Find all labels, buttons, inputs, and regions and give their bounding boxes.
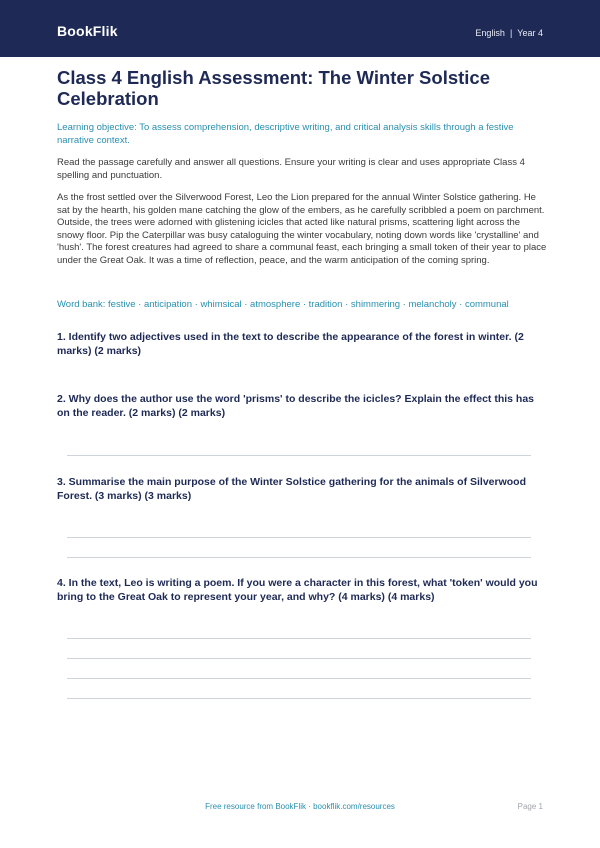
site-header: [0, 0, 600, 57]
answer-line[interactable]: [67, 638, 531, 639]
answer-line[interactable]: [67, 537, 531, 538]
year-label: Year 4: [517, 28, 543, 38]
learning-objective: Learning objective: To assess comprehension, descriptive writing, and critical analysis skills through a festive narrative context.: [57, 122, 514, 146]
answer-line[interactable]: [67, 658, 531, 659]
question-3: 3. Summarise the main purpose of the Winter Solstice gathering for the animals of Silverwood Forest. (3 marks) (3 marks): [57, 476, 526, 502]
footer-resource-link[interactable]: Free resource from BookFlik · bookflik.com/resources: [205, 802, 395, 811]
meta-separator: |: [509, 28, 513, 38]
subject-label: English: [475, 28, 505, 38]
question-1: 1. Identify two adjectives used in the text to describe the appearance of the forest in winter. (2 marks) (2 marks): [57, 331, 524, 357]
question-2: 2. Why does the author use the word 'prisms' to describe the icicles? Explain the effect this has on the reader. (2 marks) (2 marks): [57, 393, 535, 419]
word-bank: Word bank: festive · anticipation · whimsical · atmosphere · tradition · shimmering · melancholy · communal: [57, 299, 509, 310]
header-meta: [475, 28, 543, 38]
page-number: Page 1: [517, 802, 543, 811]
answer-line[interactable]: [67, 557, 531, 558]
page-title: Class 4 English Assessment: The Winter Solstice Celebration: [57, 67, 491, 109]
brand-logo[interactable]: BookFlik: [57, 23, 118, 39]
reading-passage: As the frost settled over the Silverwood Forest, Leo the Lion prepared for the annual Winter Solstice gathering. He sat by the hearth, his golden mane catching the glow of the embers, as he carefully scribbled a poem on parchment. Outside, the trees were adorned with glistening icicles that acted like natural prisms, scattering light across the snowy floor. Pip the Caterpillar was busy cataloguing the winter vocabulary, noting down words like 'crystalline' and 'hush'. The forest creatures had agreed to share a communal feast, each bringing a small token of their year to place under the Great Oak. It was a time of reflection, peace, and the warm anticipation of the coming spring.: [57, 192, 547, 266]
answer-line[interactable]: [67, 455, 531, 456]
instructions: Read the passage carefully and answer all questions. Ensure your writing is clear and uses appropriate Class 4 spelling and punctuation.: [57, 157, 525, 181]
question-4: 4. In the text, Leo is writing a poem. If you were a character in this forest, what 'token' would you bring to the Great Oak to represent your year, and why? (4 marks) (4 marks): [57, 577, 538, 603]
answer-line[interactable]: [67, 698, 531, 699]
answer-line[interactable]: [67, 678, 531, 679]
